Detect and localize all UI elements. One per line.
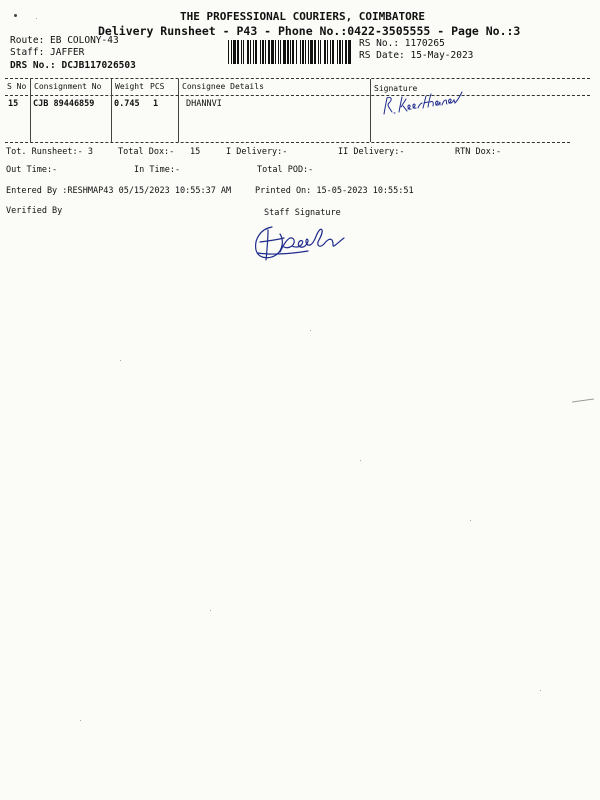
barcode-bar [302,40,304,64]
total-dox-label: Total Dox:- [118,147,175,157]
column-divider [30,79,31,142]
barcode-bar [253,40,254,64]
row-consignee: DHANNVI [186,99,222,109]
column-divider [370,79,371,142]
barcode-bar [260,40,261,64]
col-header-signature: Signature [374,84,418,93]
col-header-consignee: Consignee Details [182,82,264,91]
barcode-bar [268,40,270,64]
barcode-bar [278,40,279,64]
col-header-weight: Weight [115,82,144,91]
entered-by: Entered By :RESHMAP43 05/15/2023 10:55:37 AM [6,186,232,196]
barcode-bar [290,40,291,64]
barcode-bar [330,40,331,64]
barcode-bar [314,40,316,64]
barcode-bar [324,40,326,64]
scan-speck [360,460,361,461]
barcode-bar [337,40,338,64]
scan-speck [120,360,121,361]
scan-speck [14,14,17,17]
barcode-bar [262,40,264,64]
barcode-bar [327,40,328,64]
scan-speck [310,330,311,331]
col-header-pcs: PCS [150,82,165,91]
barcode-bar [241,40,242,64]
route: Route: EB COLONY-43 [10,35,119,46]
barcode-bar [345,40,347,64]
scan-speck [470,520,471,521]
runsheet-title: Delivery Runsheet - P43 - Phone No.:0422-3505555 - Page No.:3 [98,24,521,38]
verified-by: Verified By [6,206,63,216]
out-time: Out Time:- [6,165,58,175]
staff: Staff: JAFFER [10,47,85,58]
scan-speck [80,720,81,721]
barcode-bar [243,40,244,64]
barcode-bar [332,40,334,64]
barcode-bar [228,40,229,64]
company-name: THE PROFESSIONAL COURIERS, COIMBATORE [180,10,426,23]
barcode [228,40,353,64]
row-sno: 15 [8,99,19,109]
barcode-bar [283,40,286,64]
in-time: In Time:- [134,165,181,175]
col-header-consignment: Consignment No [34,82,102,91]
i-delivery: I Delivery:- [226,147,288,157]
total-runsheet: Tot. Runsheet:- 3 [6,147,93,157]
rs-number: RS No.: 1170265 [359,38,445,49]
barcode-bar [348,40,351,64]
table-bottom-rule [5,142,570,143]
barcode-bar [250,40,251,64]
barcode-bar [339,40,341,64]
receiver-signature [378,86,463,120]
drs-number: DRS No.: DCJB117026503 [10,60,136,71]
scan-speck [540,690,541,691]
barcode-bar [247,40,249,64]
total-dox-value: 15 [190,147,201,157]
barcode-bar [280,40,281,64]
barcode-bar [308,40,309,64]
staff-signature [250,222,350,264]
printed-on: Printed On: 15-05-2023 10:55:51 [255,186,414,196]
barcode-bar [292,40,294,64]
scan-speck [210,610,211,611]
scan-speck [36,18,37,19]
barcode-bar [233,40,236,64]
row-consignment-no: CJB 89446859 [33,99,95,109]
staff-signature-label: Staff Signature [264,208,341,218]
table-top-rule [5,78,590,79]
scan-mark [572,398,594,402]
rs-date: RS Date: 15-May-2023 [359,50,474,61]
barcode-bar [310,40,313,64]
ii-delivery: II Delivery:- [338,147,405,157]
barcode-bar [320,40,321,64]
total-pod: Total POD:- [257,165,314,175]
col-header-sno: S No [7,82,27,91]
barcode-bar [265,40,266,64]
column-divider [178,79,179,142]
column-divider [111,79,112,142]
rtn-dox: RTN Dox:- [455,147,502,157]
barcode-bar [255,40,257,64]
barcode-bar [300,40,301,64]
barcode-bar [231,40,232,64]
barcode-bar [271,40,274,64]
barcode-bar [275,40,276,64]
barcode-bar [296,40,297,64]
row-pcs: 1 [153,99,159,109]
barcode-bar [305,40,306,64]
table-header-rule [5,95,590,96]
barcode-bar [342,40,343,64]
barcode-bar [287,40,289,64]
barcode-bar [237,40,239,64]
row-weight: 0.745 [114,99,140,109]
barcode-bar [318,40,319,64]
